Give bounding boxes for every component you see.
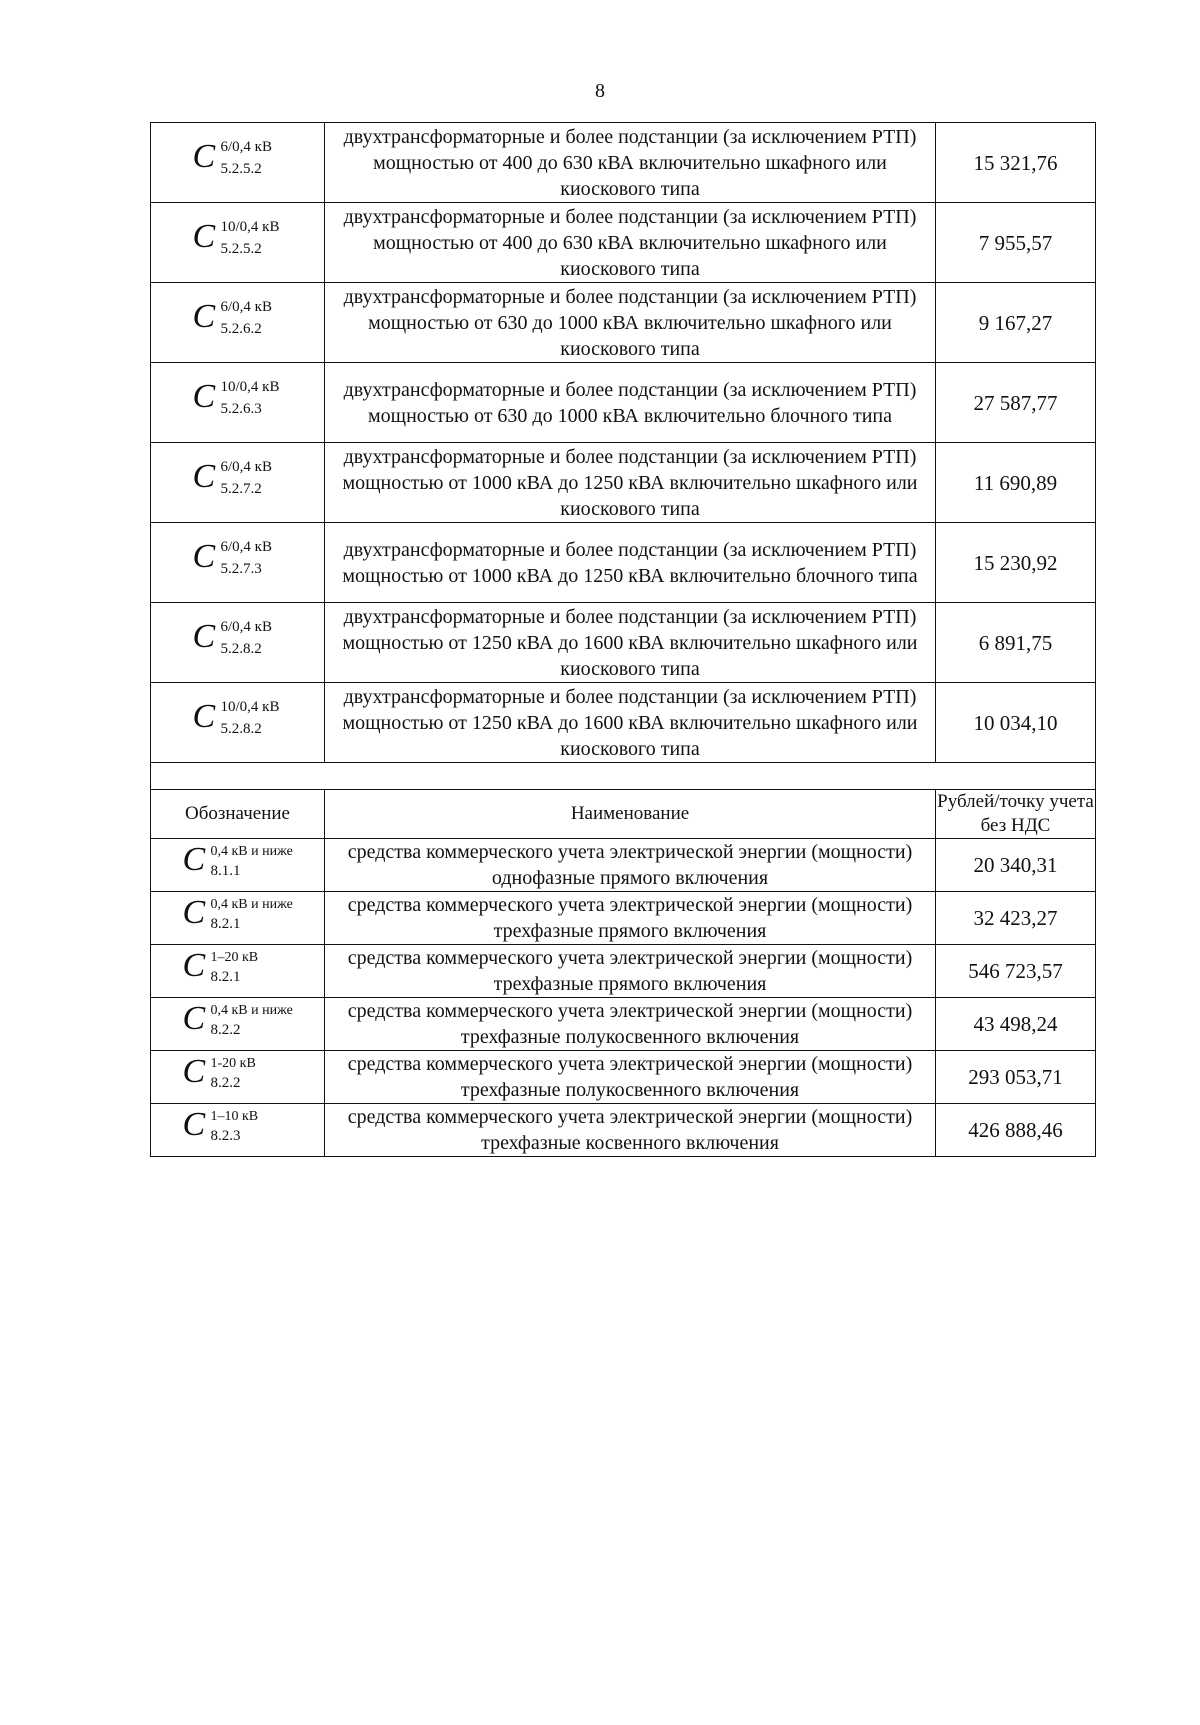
symbol-letter: C xyxy=(182,1105,206,1143)
symbol-subscript: 8.2.3 xyxy=(210,1127,241,1144)
designation-cell xyxy=(151,363,325,443)
description-cell: двухтрансформаторные и более подстанции (за исключением РТП) мощностью от 400 до 630 кВА включительно шкафного или киоскового типа xyxy=(325,123,936,203)
symbol-letter: C xyxy=(192,138,216,175)
designation-cell xyxy=(151,123,325,203)
spacer-row xyxy=(151,763,1096,790)
value-cell: 27 587,77 xyxy=(936,363,1096,443)
symbol-letter: C xyxy=(182,840,206,878)
table-row xyxy=(151,1051,1096,1104)
table-row xyxy=(151,603,1096,683)
tariff-symbol xyxy=(183,615,293,663)
description-cell: средства коммерческого учета электрической энергии (мощности) трехфазные прямого включения xyxy=(325,945,936,998)
symbol-subscript: 5.2.7.2 xyxy=(220,481,262,497)
spacer-body xyxy=(151,763,1096,790)
symbol-superscript: 6/0,4 кВ xyxy=(220,139,272,155)
symbol-subscript: 8.1.1 xyxy=(210,862,241,879)
symbol-letter: C xyxy=(192,298,216,335)
symbol-letter: C xyxy=(182,1052,206,1090)
table-row xyxy=(151,1104,1096,1157)
value-cell: 43 498,24 xyxy=(936,998,1096,1051)
value-cell: 32 423,27 xyxy=(936,892,1096,945)
table-row xyxy=(151,683,1096,763)
designation-cell xyxy=(151,443,325,523)
symbol-letter: C xyxy=(192,378,216,415)
designation-cell xyxy=(151,683,325,763)
designation-cell xyxy=(151,203,325,283)
value-cell: 293 053,71 xyxy=(936,1051,1096,1104)
symbol-subscript: 8.2.2 xyxy=(210,1074,241,1091)
symbol-subscript: 5.2.8.2 xyxy=(220,721,262,737)
value-cell: 9 167,27 xyxy=(936,283,1096,363)
tariff-symbol xyxy=(183,695,293,743)
value-cell: 6 891,75 xyxy=(936,603,1096,683)
value-cell: 15 321,76 xyxy=(936,123,1096,203)
symbol-superscript: 6/0,4 кВ xyxy=(220,619,272,635)
tariff-symbol xyxy=(173,1105,303,1149)
symbol-letter: C xyxy=(192,218,216,255)
tariff-symbol xyxy=(173,999,303,1043)
tariff-symbol xyxy=(173,1052,303,1096)
description-cell: средства коммерческого учета электрической энергии (мощности) трехфазные полукосвенного включения xyxy=(325,1051,936,1104)
tariff-symbol xyxy=(173,893,303,937)
designation-cell xyxy=(151,998,325,1051)
symbol-subscript: 8.2.1 xyxy=(210,968,241,985)
designation-cell xyxy=(151,839,325,892)
symbol-superscript: 10/0,4 кВ xyxy=(220,219,280,235)
description-cell: средства коммерческого учета электрической энергии (мощности) трехфазные полукосвенного включения xyxy=(325,998,936,1051)
description-cell: двухтрансформаторные и более подстанции (за исключением РТП) мощностью от 1000 кВА до 1250 кВА включительно шкафного или киоскового типа xyxy=(325,443,936,523)
symbol-superscript: 10/0,4 кВ xyxy=(220,379,280,395)
symbol-letter: C xyxy=(182,946,206,984)
table-row xyxy=(151,443,1096,523)
spacer-cell xyxy=(151,763,1096,790)
designation-cell xyxy=(151,523,325,603)
description-cell: двухтрансформаторные и более подстанции (за исключением РТП) мощностью от 630 до 1000 кВА включительно шкафного или киоскового типа xyxy=(325,283,936,363)
symbol-superscript: 10/0,4 кВ xyxy=(220,699,280,715)
tariff-symbol xyxy=(173,946,303,990)
description-cell: двухтрансформаторные и более подстанции (за исключением РТП) мощностью от 1000 кВА до 1250 кВА включительно блочного типа xyxy=(325,523,936,603)
symbol-subscript: 5.2.6.3 xyxy=(220,401,262,417)
value-cell: 546 723,57 xyxy=(936,945,1096,998)
symbol-superscript: 1–10 кВ xyxy=(210,1108,259,1124)
table-row xyxy=(151,123,1096,203)
value-cell: 426 888,46 xyxy=(936,1104,1096,1157)
description-cell: двухтрансформаторные и более подстанции (за исключением РТП) мощностью от 400 до 630 кВА включительно шкафного или киоскового типа xyxy=(325,203,936,283)
header-name: Наименование xyxy=(325,790,936,839)
section2-body xyxy=(151,839,1096,1157)
description-cell: средства коммерческого учета электрической энергии (мощности) однофазные прямого включения xyxy=(325,839,936,892)
symbol-superscript: 6/0,4 кВ xyxy=(220,459,272,475)
page-number: 8 xyxy=(595,80,605,102)
description-cell: двухтрансформаторные и более подстанции (за исключением РТП) мощностью от 630 до 1000 кВА включительно блочного типа xyxy=(325,363,936,443)
symbol-letter: C xyxy=(182,893,206,931)
table-row xyxy=(151,998,1096,1051)
symbol-superscript: 0,4 кВ и ниже xyxy=(210,896,293,912)
symbol-superscript: 1–20 кВ xyxy=(210,949,259,965)
symbol-subscript: 5.2.5.2 xyxy=(220,161,262,177)
value-cell: 7 955,57 xyxy=(936,203,1096,283)
table-row xyxy=(151,523,1096,603)
symbol-subscript: 5.2.6.2 xyxy=(220,321,262,337)
header-designation: Обозначение xyxy=(151,790,325,839)
description-cell: средства коммерческого учета электрической энергии (мощности) трехфазные прямого включения xyxy=(325,892,936,945)
tariff-symbol xyxy=(183,215,293,263)
table-row xyxy=(151,203,1096,283)
table-row xyxy=(151,283,1096,363)
tariff-symbol xyxy=(183,375,293,423)
symbol-superscript: 6/0,4 кВ xyxy=(220,299,272,315)
symbol-subscript: 5.2.8.2 xyxy=(220,641,262,657)
symbol-superscript: 0,4 кВ и ниже xyxy=(210,843,293,859)
symbol-subscript: 8.2.1 xyxy=(210,915,241,932)
value-cell: 10 034,10 xyxy=(936,683,1096,763)
tariff-symbol xyxy=(183,455,293,503)
value-cell: 11 690,89 xyxy=(936,443,1096,523)
symbol-superscript: 6/0,4 кВ xyxy=(220,539,272,555)
symbol-letter: C xyxy=(182,999,206,1037)
symbol-superscript: 1-20 кВ xyxy=(210,1055,256,1071)
table-row xyxy=(151,945,1096,998)
tariff-symbol xyxy=(173,840,303,884)
designation-cell xyxy=(151,945,325,998)
tariff-symbol xyxy=(183,295,293,343)
symbol-letter: C xyxy=(192,458,216,495)
symbol-superscript: 0,4 кВ и ниже xyxy=(210,1002,293,1018)
symbol-subscript: 5.2.7.3 xyxy=(220,561,262,577)
symbol-subscript: 8.2.2 xyxy=(210,1021,241,1038)
header-row xyxy=(151,790,1096,839)
designation-cell xyxy=(151,603,325,683)
section2-header xyxy=(151,790,1096,839)
designation-cell xyxy=(151,1051,325,1104)
symbol-letter: C xyxy=(192,618,216,655)
value-cell: 20 340,31 xyxy=(936,839,1096,892)
designation-cell xyxy=(151,892,325,945)
tariff-table xyxy=(150,122,1096,1157)
designation-cell xyxy=(151,1104,325,1157)
tariff-symbol xyxy=(183,135,293,183)
description-cell: средства коммерческого учета электрической энергии (мощности) трехфазные косвенного включения xyxy=(325,1104,936,1157)
table-row xyxy=(151,839,1096,892)
symbol-letter: C xyxy=(192,698,216,735)
section1-body xyxy=(151,123,1096,763)
description-cell: двухтрансформаторные и более подстанции (за исключением РТП) мощностью от 1250 кВА до 1600 кВА включительно шкафного или киоскового типа xyxy=(325,683,936,763)
tariff-symbol xyxy=(183,535,293,583)
table-row xyxy=(151,363,1096,443)
header-unit: Рублей/точку учета без НДС xyxy=(936,790,1096,839)
table-row xyxy=(151,892,1096,945)
symbol-letter: C xyxy=(192,538,216,575)
value-cell: 15 230,92 xyxy=(936,523,1096,603)
designation-cell xyxy=(151,283,325,363)
description-cell: двухтрансформаторные и более подстанции (за исключением РТП) мощностью от 1250 кВА до 1600 кВА включительно шкафного или киоскового типа xyxy=(325,603,936,683)
symbol-subscript: 5.2.5.2 xyxy=(220,241,262,257)
